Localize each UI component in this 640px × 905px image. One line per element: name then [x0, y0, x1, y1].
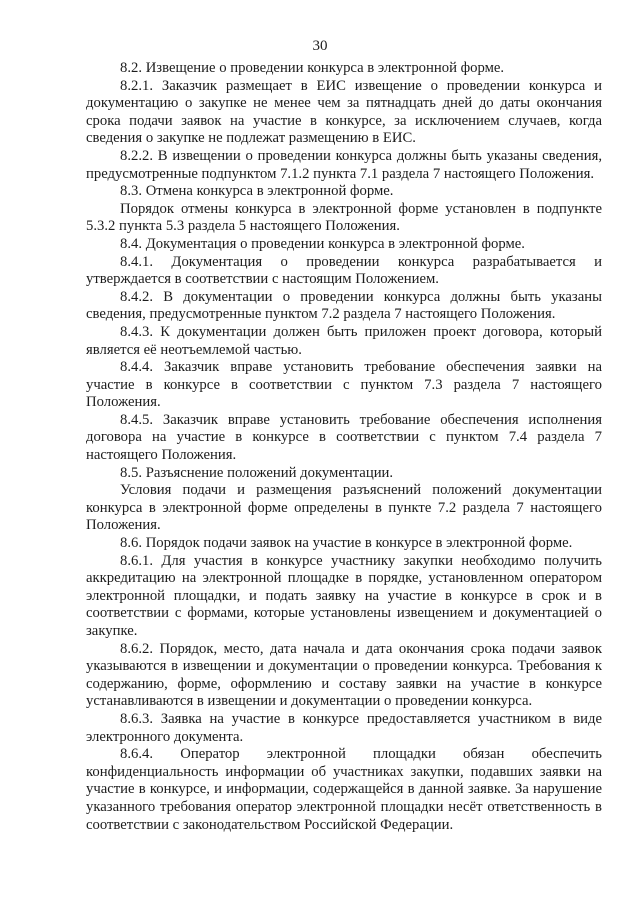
- paragraph-8-5: Условия подачи и размещения разъяснений положений документации конкурса в электронной форме определены в пункте 7.2 раздела 7 настоящего Положения.: [86, 482, 602, 534]
- paragraph-8-4-1: 8.4.1. Документация о проведении конкурса разрабатывается и утверждается в соответствии с настоящим Положением.: [86, 253, 602, 288]
- paragraph-8-4-3: 8.4.3. К документации должен быть приложен проект договора, который является её неотъемлемой частью.: [86, 323, 602, 358]
- paragraph-8-4-4: 8.4.4. Заказчик вправе установить требование обеспечения заявки на участие в конкурсе в соответствии с пунктом 7.3 раздела 7 настоящего Положения.: [86, 359, 602, 411]
- paragraph-8-2-1: 8.2.1. Заказчик размещает в ЕИС извещение о проведении конкурса и документацию о закупке не менее чем за пятнадцать дней до даты окончания срока подачи заявок на участие в конкурсе, за исключением случаев, когда сведения о закупке не подлежат размещению в ЕИС.: [86, 77, 602, 147]
- page-number: 30: [312, 38, 328, 54]
- paragraph-8-6-4: 8.6.4. Оператор электронной площадки обязан обеспечить конфиденциальность информации об участниках закупки, подавших заявки на участие в конкурсе, и информации, содержащейся в данной заявке. За нарушение указанного требования оператор электронной площадки несёт ответственность в соответствии с законодательством Российской Федерации.: [86, 746, 602, 833]
- paragraph-8-2-2: 8.2.2. В извещении о проведении конкурса должны быть указаны сведения, предусмотренные подпунктом 7.1.2 пункта 7.1 раздела 7 настоящего Положения.: [86, 147, 602, 182]
- paragraph-8-4-2: 8.4.2. В документации о проведении конкурса должны быть указаны сведения, предусмотренные пунктом 7.2 раздела 7 настоящего Положения.: [86, 288, 602, 323]
- paragraph-8-3: Порядок отмены конкурса в электронной форме установлен в подпункте 5.3.2 пункта 5.3 раздела 5 настоящего Положения.: [86, 200, 602, 235]
- section-heading-8-4: 8.4. Документация о проведении конкурса в электронной форме.: [120, 235, 525, 252]
- paragraph-8-6-1: 8.6.1. Для участия в конкурсе участнику закупки необходимо получить аккредитацию на электронной площадке в порядке, установленном оператором электронной площадки, и подать заявку на участие в конкурсе в срок и в соответствии с формами, которые установлены извещением и документацией о закупке.: [86, 552, 602, 639]
- paragraph-8-6-2: 8.6.2. Порядок, место, дата начала и дата окончания срока подачи заявок указываются в извещении и документации о проведении конкурса. Требования к содержанию, форме, оформлению и составу заявки на участие в конкурсе устанавливаются в извещении и документации о проведении конкурса.: [86, 640, 602, 710]
- paragraph-8-6-3: 8.6.3. Заявка на участие в конкурсе предоставляется участником в виде электронного документа.: [86, 710, 602, 745]
- paragraph-8-4-5: 8.4.5. Заказчик вправе установить требование обеспечения исполнения договора на участие в конкурсе в соответствии с пунктом 7.4 раздела 7 настоящего Положения.: [86, 411, 602, 464]
- section-heading-8-5: 8.5. Разъяснение положений документации.: [120, 464, 394, 481]
- section-heading-8-2: 8.2. Извещение о проведении конкурса в электронной форме.: [120, 60, 505, 76]
- section-heading-8-3: 8.3. Отмена конкурса в электронной форме.: [120, 183, 394, 200]
- section-heading-8-6: 8.6. Порядок подачи заявок на участие в конкурсе в электронной форме.: [120, 535, 573, 552]
- document-body: [86, 60, 602, 834]
